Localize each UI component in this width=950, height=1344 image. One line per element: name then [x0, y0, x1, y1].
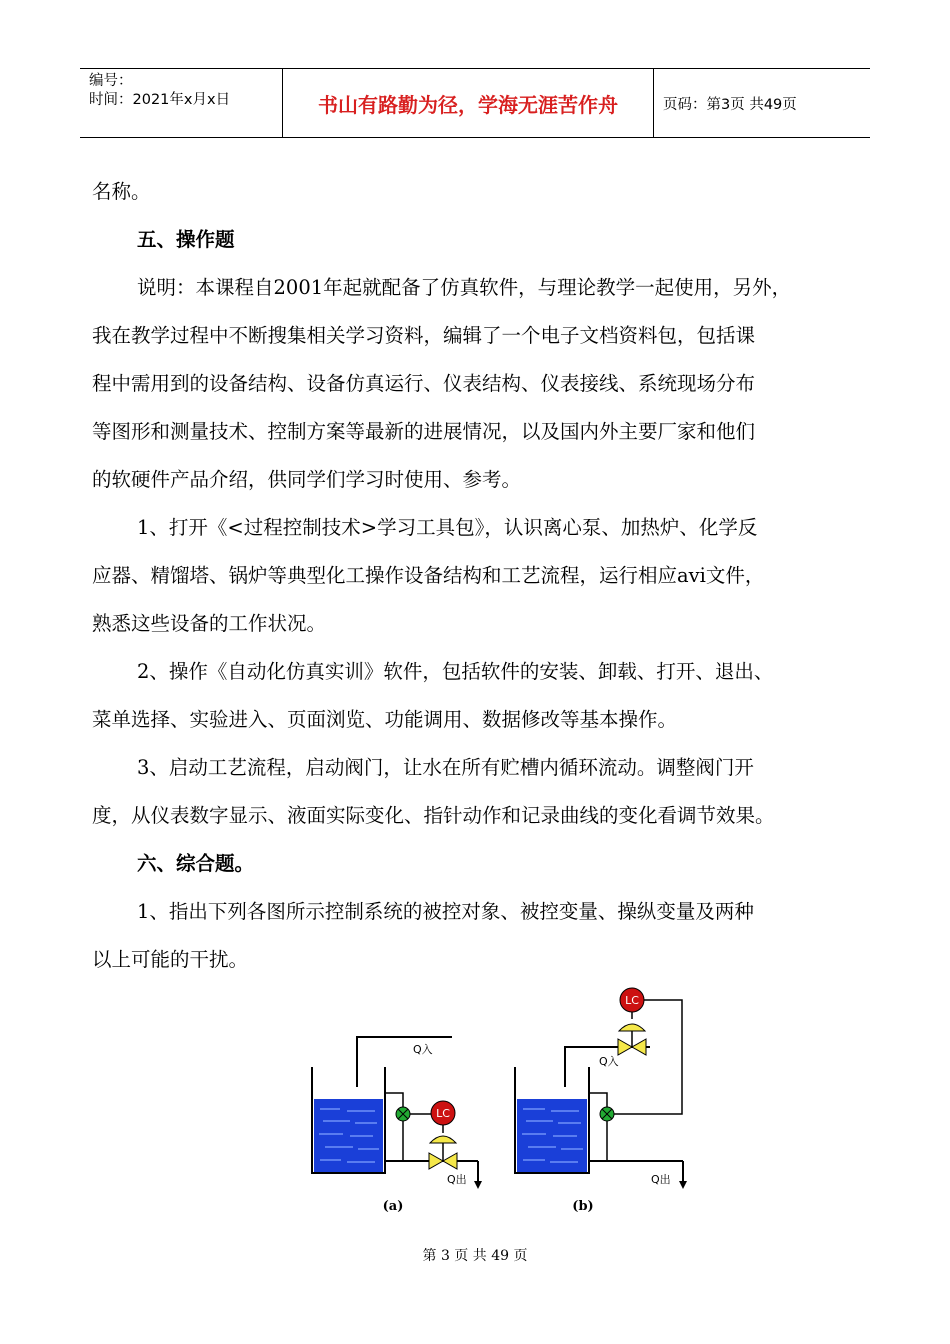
q-out-label-a: Q出 — [447, 1173, 467, 1186]
q-out-label-b: Q出 — [651, 1173, 671, 1186]
paragraph: 程中需用到的设备结构、设备仿真运行、仪表结构、仪表接线、系统现场分布 — [92, 372, 756, 395]
paragraph: 熟悉这些设备的工作状况。 — [92, 612, 327, 635]
paragraph: 2、操作《自动化仿真实训》软件，包括软件的安装、卸载、打开、退出、 — [137, 660, 774, 683]
body-text — [92, 168, 882, 984]
paragraph: 3、启动工艺流程，启动阀门，让水在所有贮槽内循环流动。调整阀门开 — [137, 756, 754, 779]
page-footer: 第 3 页 共 49 页 — [422, 1248, 528, 1264]
page-header — [80, 68, 870, 138]
lc-label-a: LC — [436, 1107, 450, 1120]
level-tap-a — [385, 1093, 403, 1161]
paragraph: 名称。 — [92, 180, 151, 203]
header-page-info: 页码：第3页 共49页 — [663, 96, 797, 113]
section-heading: 六、综合题。 — [137, 852, 255, 875]
paragraph: 应器、精馏塔、锅炉等典型化工操作设备结构和工艺流程，运行相应avi文件， — [92, 564, 765, 587]
paragraph: 1、打开《<过程控制技术>学习工具包》，认识离心泵、加热炉、化学反 — [137, 516, 758, 539]
header-motto: 书山有路勤为径，学海无涯苦作舟 — [283, 69, 654, 137]
control-system-diagram — [295, 985, 700, 1225]
diagram-b — [515, 988, 687, 1214]
valve-actuator-a — [430, 1136, 456, 1143]
valve-actuator-b — [619, 1024, 645, 1031]
level-tap-b — [589, 1093, 607, 1161]
q-in-label-b: Q入 — [599, 1055, 619, 1068]
paragraph: 等图形和测量技术、控制方案等最新的进展情况，以及国内外主要厂家和他们 — [92, 420, 756, 443]
paragraph: 1、指出下列各图所示控制系统的被控对象、被控变量、操纵变量及两种 — [137, 900, 754, 923]
code-label: 编号： — [89, 73, 133, 89]
header-meta — [80, 69, 283, 137]
paragraph: 度，从仪表数字显示、液面实际变化、指针动作和记录曲线的变化看调节效果。 — [92, 804, 775, 827]
paragraph: 我在教学过程中不断搜集相关学习资料，编辑了一个电子文档资料包，包括课 — [92, 324, 756, 347]
paragraph: 说明：本课程自2001年起就配备了仿真软件，与理论教学一起使用，另外， — [137, 276, 792, 299]
q-in-label-a: Q入 — [413, 1043, 433, 1056]
paragraph: 以上可能的干扰。 — [92, 948, 249, 971]
caption-b: (b) — [572, 1199, 594, 1214]
lc-label-b: LC — [625, 994, 639, 1007]
inlet-pipe-a — [357, 1037, 452, 1087]
paragraph: 的软硬件产品介绍，供同学们学习时使用、参考。 — [92, 468, 522, 491]
paragraph: 菜单选择、实验进入、页面浏览、功能调用、数据修改等基本操作。 — [92, 708, 678, 731]
caption-a: (a) — [382, 1199, 404, 1214]
valve-b — [618, 1039, 632, 1055]
diagram-a — [312, 1037, 482, 1214]
valve-a — [429, 1153, 443, 1169]
section-heading: 五、操作题 — [137, 228, 235, 251]
time-label: 时间：2021年x月x日 — [89, 92, 231, 108]
